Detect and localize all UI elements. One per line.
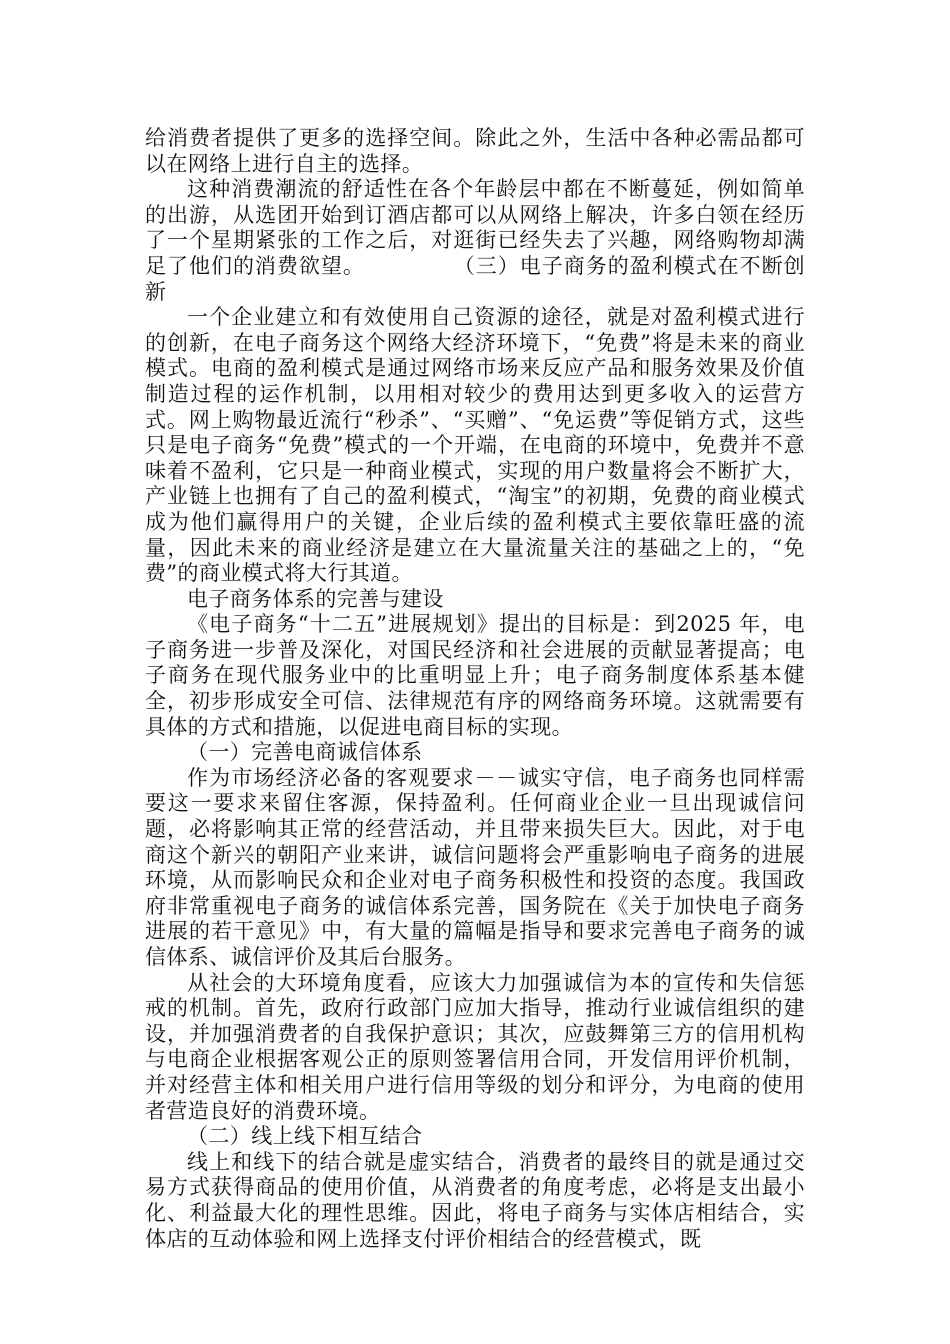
paragraph-4: 《电子商务“十二五”进展规划》提出的目标是：到2025 年，电子商务进一步普及深化，对国民经济和社会进展的贡献显著提高；电子商务在现代服务业中的比重明显上升；电子商务制度体系基本健全，初步形成安全可信、法律规范有序的网络商务环境。这就需要有具体的方式和措施，以促进电商目标的实现。	[145, 612, 805, 739]
paragraph-2: 这种消费潮流的舒适性在各个年龄层中都在不断蔓延，例如简单的出游，从选团开始到订酒店都可以从网络上解决，许多白领在经历了一个星期紧张的工作之后，对逛街已经失去了兴趣，网络购物却满足了他们的消费欲望。 （三）电子商务的盈利模式在不断创新	[145, 177, 805, 304]
subheading-credit-system: （一）完善电商诚信体系	[187, 740, 423, 765]
paragraph-1: 给消费者提供了更多的选择空间。除此之外，生活中各种必需品都可以在网络上进行自主的选择。	[145, 126, 805, 176]
paragraph-5: 作为市场经济必备的客观要求－－诚实守信，电子商务也同样需要这一要求来留住客源，保持盈利。任何商业企业一旦出现诚信问题，必将影响其正常的经营活动，并且带来损失巨大。因此，对于电商这个新兴的朝阳产业来讲，诚信问题将会严重影响电子商务的进展环境，从而影响民众和企业对电子商务积极性和投资的态度。我国政府非常重视电子商务的诚信体系完善，国务院在《关于加快电子商务进展的若干意见》中，有大量的篇幅是指导和要求完善电子商务的诚信体系、诚信评价及其后台服务。	[145, 765, 805, 969]
section-heading-ecommerce-system: 电子商务体系的完善与建设	[187, 586, 444, 611]
document-body	[145, 126, 805, 1252]
paragraph-6: 从社会的大环境角度看，应该大力加强诚信为本的宣传和失信惩戒的机制。首先，政府行政部门应加大指导，推动行业诚信组织的建设，并加强消费者的自我保护意识；其次，应鼓舞第三方的信用机构与电商企业根据客观公正的原则签署信用合同，开发信用评价机制，并对经营主体和相关用户进行信用等级的划分和评分，为电商的使用者营造良好的消费环境。	[145, 970, 805, 1123]
paragraph-7: 线上和线下的结合就是虚实结合，消费者的最终目的就是通过交易方式获得商品的使用价值，从消费者的角度考虑，必将是支出最小化、利益最大化的理性思维。因此，将电子商务与实体店相结合，实体店的互动体验和网上选择支付评价相结合的经营模式，既	[145, 1149, 805, 1251]
subheading-online-offline: （二）线上线下相互结合	[187, 1124, 423, 1149]
paragraph-3: 一个企业建立和有效使用自己资源的途径，就是对盈利模式进行的创新，在电子商务这个网络大经济环境下，“免费”将是未来的商业模式。电商的盈利模式是通过网络市场来反应产品和服务效果及价值制造过程的运作机制，以用相对较少的费用达到更多收入的运营方式。网上购物最近流行“秒杀”、“买赠”、“免运费”等促销方式，这些只是电子商务“免费”模式的一个开端，在电商的环境中，免费并不意味着不盈利，它只是一种商业模式，实现的用户数量将会不断扩大，产业链上也拥有了自己的盈利模式，“淘宝”的初期，免费的商业模式成为他们赢得用户的关键，企业后续的盈利模式主要依靠旺盛的流量，因此未来的商业经济是建立在大量流量关注的基础之上的，“免费”的商业模式将大行其道。	[145, 305, 805, 586]
